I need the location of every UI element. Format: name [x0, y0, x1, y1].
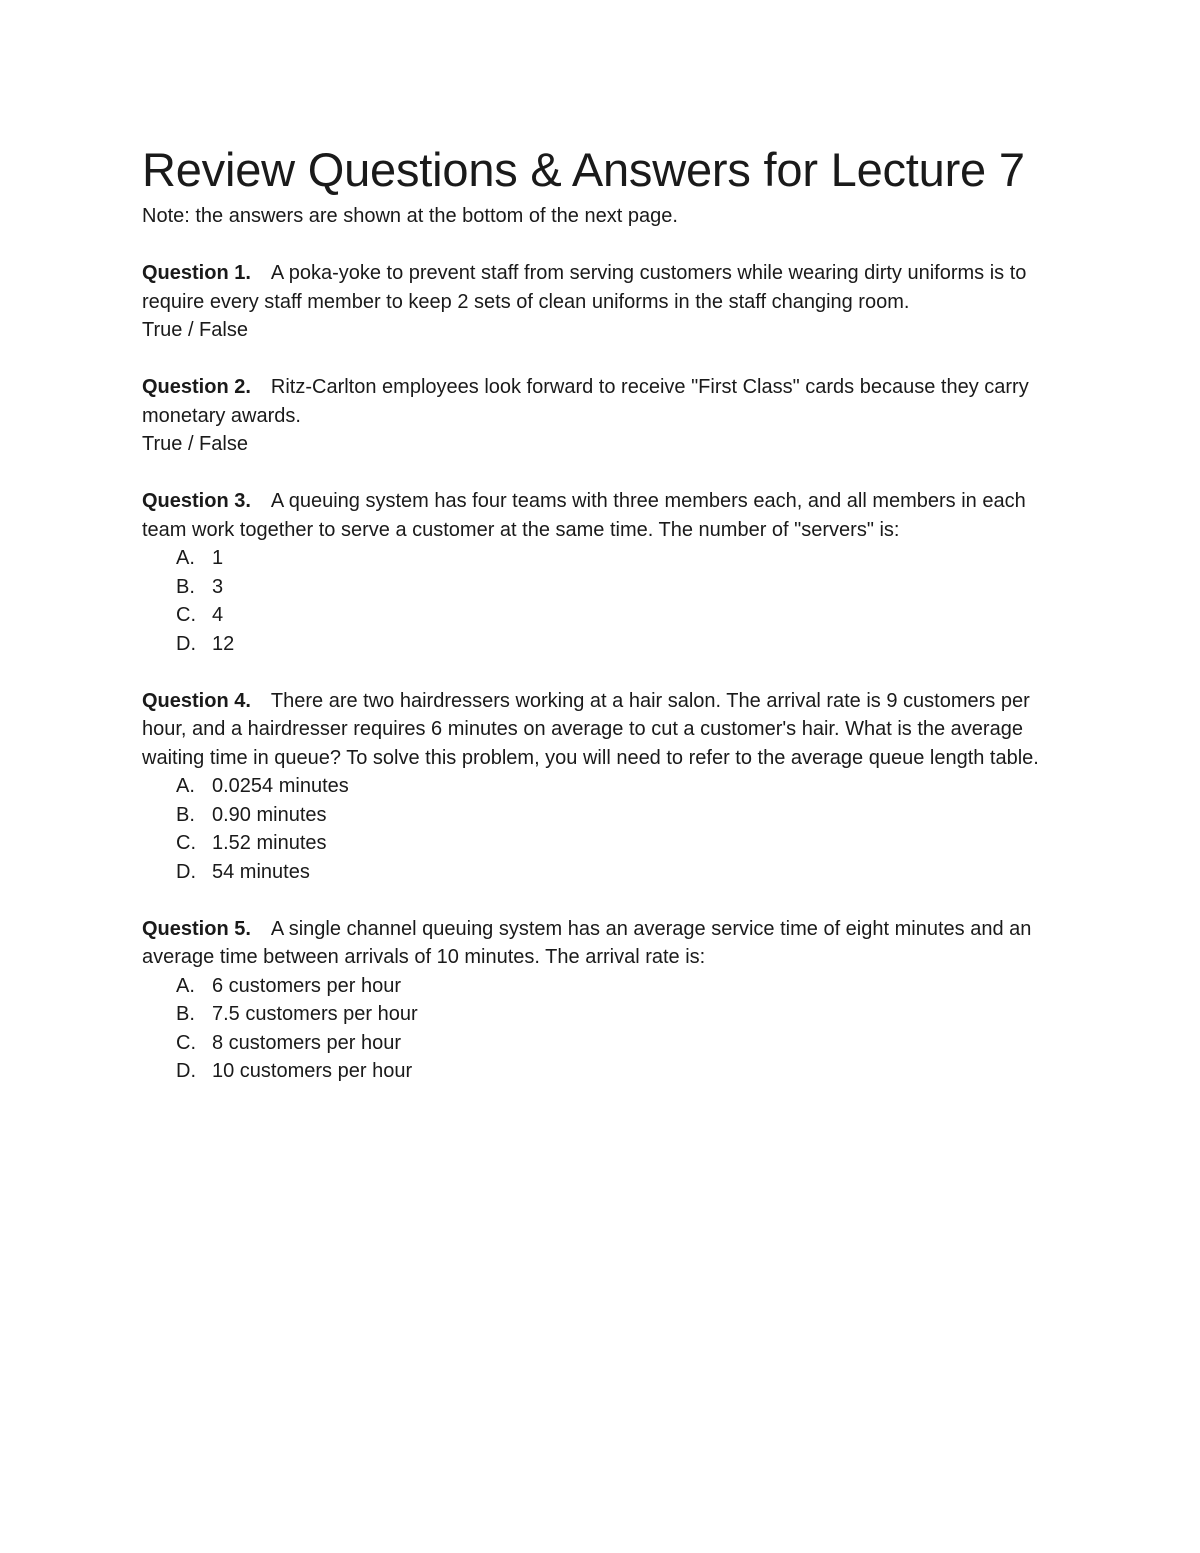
option-letter: C.	[176, 604, 196, 626]
option-letter: C.	[176, 1031, 196, 1054]
option-b	[176, 1000, 1072, 1029]
question-1-true-false: True / False	[142, 319, 248, 341]
question-5	[142, 915, 1072, 1086]
option-text: 4	[212, 604, 224, 626]
option-letter: D.	[176, 860, 196, 883]
option-b	[176, 573, 1072, 602]
question-5-body	[142, 915, 1072, 972]
option-letter: A.	[176, 775, 195, 797]
option-c	[176, 829, 1072, 858]
option-letter: D.	[176, 632, 196, 655]
question-3-body	[142, 487, 1072, 544]
option-text: 0.0254 minutes	[212, 775, 349, 797]
option-d	[176, 630, 1072, 659]
question-3-text: A queuing system has four teams with three members each, and all members in each team work together to serve a customer at the same time. The number of "servers" is:	[142, 490, 1026, 541]
question-2-label: Question 2.	[142, 376, 251, 398]
option-letter: A.	[176, 974, 195, 997]
option-d	[176, 858, 1072, 887]
question-4-label: Question 4.	[142, 689, 251, 712]
option-text: 3	[212, 575, 224, 598]
option-letter: D.	[176, 1060, 196, 1082]
question-2-body	[142, 373, 1072, 430]
question-4-text: There are two hairdressers working at a hair salon. The arrival rate is 9 customers per hour, and a hairdresser requires 6 minutes on average to cut a customer's hair. What is the average waiting time in queue? To solve this problem, you will need to refer to the average queue length table.	[142, 689, 1039, 769]
question-2	[142, 373, 1072, 459]
option-letter: B.	[176, 803, 195, 826]
option-letter: A.	[176, 547, 195, 569]
option-d	[176, 1057, 1072, 1086]
question-1-label: Question 1.	[142, 262, 251, 284]
question-1-body	[142, 259, 1072, 316]
question-2-text: Ritz-Carlton employees look forward to receive "First Class" cards because they carry monetary awards.	[142, 376, 1029, 427]
option-a	[176, 544, 1072, 573]
question-5-label: Question 5.	[142, 917, 251, 940]
option-letter: B.	[176, 1003, 195, 1025]
option-a	[176, 972, 1072, 1001]
option-letter: B.	[176, 575, 195, 598]
option-text: 10 customers per hour	[212, 1060, 413, 1082]
option-text: 0.90 minutes	[212, 803, 327, 826]
question-4-body	[142, 687, 1072, 773]
question-4	[142, 687, 1072, 887]
option-text: 8 customers per hour	[212, 1031, 401, 1054]
question-4-options	[142, 772, 1072, 886]
option-text: 1.52 minutes	[212, 832, 327, 854]
question-3-options	[142, 544, 1072, 658]
question-1	[142, 259, 1072, 345]
option-c	[176, 1029, 1072, 1058]
option-text: 54 minutes	[212, 860, 310, 883]
option-b	[176, 801, 1072, 830]
question-2-true-false: True / False	[142, 433, 248, 455]
option-text: 7.5 customers per hour	[212, 1003, 418, 1025]
question-5-options	[142, 972, 1072, 1086]
option-letter: C.	[176, 832, 196, 854]
option-a	[176, 772, 1072, 801]
question-3-label: Question 3.	[142, 490, 251, 512]
question-1-text: A poka-yoke to prevent staff from serving customers while wearing dirty uniforms is to require every staff member to keep 2 sets of clean uniforms in the staff changing room.	[142, 262, 1027, 313]
page-title: Review Questions & Answers for Lecture 7	[142, 143, 1025, 196]
document-page	[142, 140, 1072, 1086]
question-5-text: A single channel queuing system has an average service time of eight minutes and an average time between arrivals of 10 minutes. The arrival rate is:	[142, 917, 1032, 968]
option-text: 12	[212, 632, 235, 655]
option-text: 6 customers per hour	[212, 974, 401, 997]
option-text: 1	[212, 547, 224, 569]
answers-note: Note: the answers are shown at the bottom of the next page.	[142, 205, 678, 227]
option-c	[176, 601, 1072, 630]
question-3	[142, 487, 1072, 658]
